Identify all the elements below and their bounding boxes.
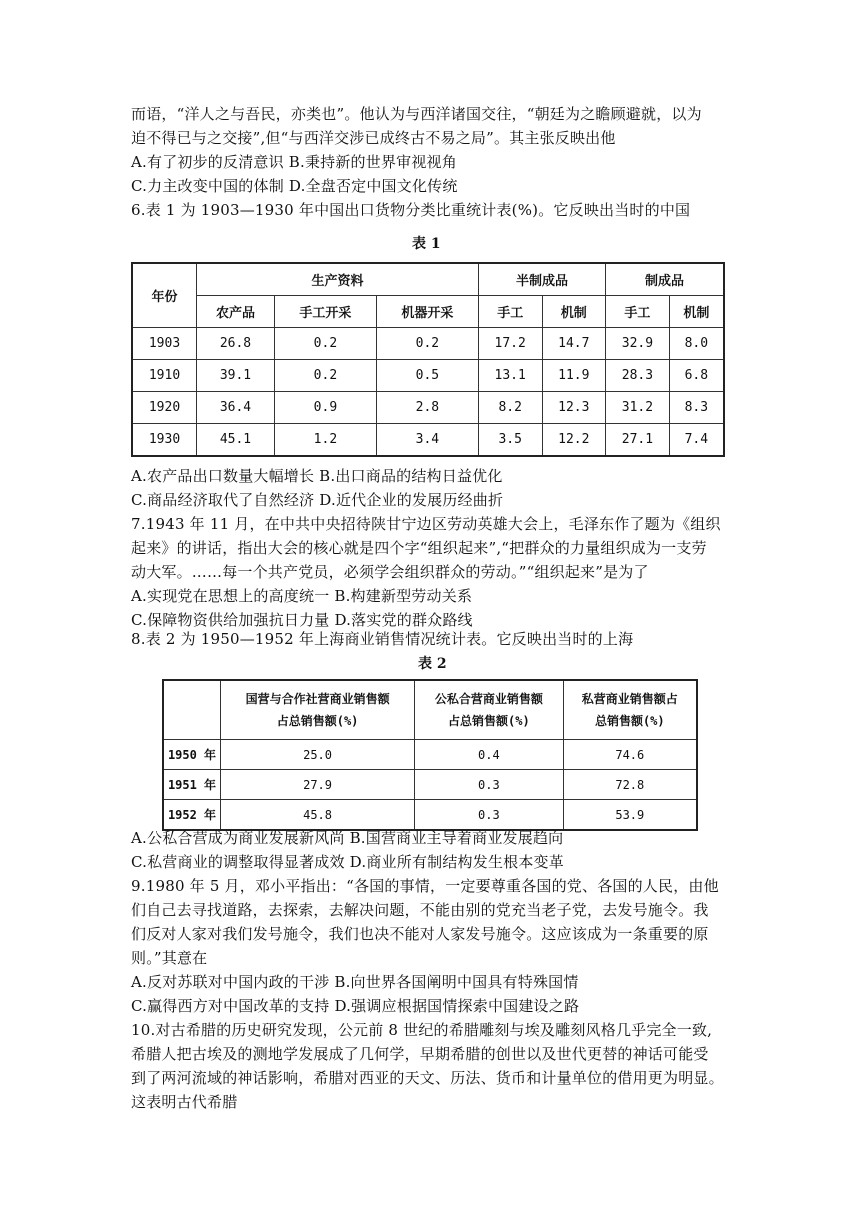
table-row <box>132 424 724 457</box>
table1-cell: 0.2 <box>376 328 478 360</box>
table-row <box>163 770 697 800</box>
q10-stem-line-1: 10.对古希腊的历史研究发现，公元前 8 世纪的希腊雕刻与埃及雕刻风格几乎完全一致, <box>131 1021 713 1039</box>
q8-options-ab: A.公私合营成为商业发展新风尚 B.国营商业主导着商业发展趋向 <box>131 829 564 847</box>
table1-subheader: 机制 <box>542 296 606 328</box>
table2-caption: 表 2 <box>418 656 447 672</box>
table1-header-group-3: 制成品 <box>606 263 724 296</box>
table1-cell: 1903 <box>132 328 197 360</box>
table1-cell: 45.1 <box>197 424 275 457</box>
table1-subheader: 农产品 <box>197 296 275 328</box>
table2-cell: 27.9 <box>221 770 415 800</box>
table2-year: 1951 年 <box>163 770 221 800</box>
table1-cell: 39.1 <box>197 360 275 392</box>
table2-header-blank <box>163 680 221 740</box>
q9-options-ab: A.反对苏联对中国内政的干涉 B.向世界各国阐明中国具有特殊国情 <box>131 973 579 991</box>
table-row <box>132 360 724 392</box>
table1-cell: 1910 <box>132 360 197 392</box>
table2-header-text: 占总销售额(%) <box>448 714 530 728</box>
table1-cell: 1930 <box>132 424 197 457</box>
table1-cell: 11.9 <box>542 360 606 392</box>
table2-header-state <box>221 680 415 740</box>
table1-cell: 28.3 <box>606 360 670 392</box>
table2-cell: 25.0 <box>221 740 415 770</box>
table1-subheader: 手工开采 <box>274 296 376 328</box>
q9-stem-line-1: 9.1980 年 5 月，邓小平指出：“各国的事情，一定要尊重各国的党、各国的人民，由他 <box>131 877 719 895</box>
table1-cell: 31.2 <box>606 392 670 424</box>
table2-cell: 74.6 <box>563 740 697 770</box>
table1-cell: 14.7 <box>542 328 606 360</box>
table1-cell: 32.9 <box>606 328 670 360</box>
table1-cell: 27.1 <box>606 424 670 457</box>
q7-stem-line-3: 动大军。……每一个共产党员，必须学会组织群众的劳动。”“组织起来”是为了 <box>131 563 649 581</box>
table1-cell: 7.4 <box>669 424 724 457</box>
table1-cell: 0.2 <box>274 360 376 392</box>
q5-stem-line-2: 迫不得已与之交接”,但“与西洋交涉已成终古不易之局”。其主张反映出他 <box>131 129 616 147</box>
table1-cell: 0.2 <box>274 328 376 360</box>
table1-cell: 8.0 <box>669 328 724 360</box>
table1-header-year: 年份 <box>132 263 197 328</box>
q7-options-ab: A.实现党在思想上的高度统一 B.构建新型劳动关系 <box>131 587 473 605</box>
table1-cell: 2.8 <box>376 392 478 424</box>
table1-subheader: 机器开采 <box>376 296 478 328</box>
table1-subheader: 手工 <box>606 296 670 328</box>
table1-cell: 8.3 <box>669 392 724 424</box>
table-row <box>132 328 724 360</box>
q8-stem: 8.表 2 为 1950—1952 年上海商业销售情况统计表。它反映出当时的上海 <box>131 630 634 648</box>
q9-options-cd: C.赢得西方对中国改革的支持 D.强调应根据国情探索中国建设之路 <box>131 997 580 1015</box>
q6-options-cd: C.商品经济取代了自然经济 D.近代企业的发展历经曲折 <box>131 491 504 509</box>
q7-stem-line-2: 起来》的讲话，指出大会的核心就是四个字“组织起来”,“把群众的力量组织成为一支劳 <box>131 539 707 557</box>
table1-cell: 12.3 <box>542 392 606 424</box>
table2-header-private <box>563 680 697 740</box>
table2-cell: 53.9 <box>563 800 697 831</box>
table-row <box>163 800 697 831</box>
table1 <box>131 262 725 457</box>
table2-header-text: 总销售额(%) <box>594 714 665 728</box>
table1-cell: 12.2 <box>542 424 606 457</box>
q8-options-cd: C.私营商业的调整取得显著成效 D.商业所有制结构发生根本变革 <box>131 853 564 871</box>
table1-cell: 26.8 <box>197 328 275 360</box>
table1-header-group-1: 生产资料 <box>197 263 479 296</box>
table2-header-joint <box>415 680 563 740</box>
q7-stem-line-1: 7.1943 年 11 月，在中共中央招待陕甘宁边区劳动英雄大会上，毛泽东作了题为《组织 <box>131 515 721 533</box>
table1-subheader: 机制 <box>669 296 724 328</box>
table2-header-text: 私营商业销售额占 <box>581 692 678 706</box>
table2-year: 1952 年 <box>163 800 221 831</box>
table1-subheader: 手工 <box>478 296 542 328</box>
table1-header-group-2: 半制成品 <box>478 263 605 296</box>
table1-cell: 17.2 <box>478 328 542 360</box>
q5-stem-line-1: 而语，“洋人之与吾民，亦类也”。他认为与西洋诸国交往，“朝廷为之瞻顾避就，以为 <box>131 105 702 123</box>
table1-cell: 8.2 <box>478 392 542 424</box>
table2-cell: 45.8 <box>221 800 415 831</box>
table1-caption: 表 1 <box>412 236 441 252</box>
table2-year: 1950 年 <box>163 740 221 770</box>
q7-options-cd: C.保障物资供给加强抗日力量 D.落实党的群众路线 <box>131 611 473 629</box>
q5-options-ab: A.有了初步的反清意识 B.秉持新的世界审视视角 <box>131 153 457 171</box>
table1-cell: 3.4 <box>376 424 478 457</box>
q5-options-cd: C.力主改变中国的体制 D.全盘否定中国文化传统 <box>131 177 458 195</box>
table2-header-text: 国营与合作社营商业销售额 <box>245 692 390 706</box>
q9-stem-line-3: 们反对人家对我们发号施令，我们也决不能对人家发号施令。这应该成为一条重要的原 <box>131 925 709 943</box>
q9-stem-line-2: 们自己去寻找道路，去探索，去解决问题，不能由别的党充当老子党，去发号施令。我 <box>131 901 709 919</box>
table2-header-text: 公私合营商业销售额 <box>434 692 543 706</box>
table1-cell: 1.2 <box>274 424 376 457</box>
table1-cell: 36.4 <box>197 392 275 424</box>
q10-stem-line-4: 这表明古代希腊 <box>131 1093 238 1111</box>
table2-header-text: 占总销售额(%) <box>276 714 359 728</box>
q6-stem: 6.表 1 为 1903—1930 年中国出口货物分类比重统计表(%)。它反映出当时的中国 <box>131 201 691 219</box>
table1-cell: 0.5 <box>376 360 478 392</box>
table2-cell: 0.3 <box>415 800 563 831</box>
table2 <box>162 679 698 831</box>
table1-cell: 6.8 <box>669 360 724 392</box>
table2-cell: 72.8 <box>563 770 697 800</box>
table2-cell: 0.3 <box>415 770 563 800</box>
table-row <box>163 740 697 770</box>
table1-cell: 0.9 <box>274 392 376 424</box>
q9-stem-line-4: 则。”其意在 <box>131 949 208 967</box>
q10-stem-line-2: 希腊人把古埃及的测地学发展成了几何学，早期希腊的创世以及世代更替的神话可能受 <box>131 1045 709 1063</box>
q10-stem-line-3: 到了两河流域的神话影响，希腊对西亚的天文、历法、货币和计量单位的借用更为明显。 <box>131 1069 724 1087</box>
q6-options-ab: A.农产品出口数量大幅增长 B.出口商品的结构日益优化 <box>131 467 503 485</box>
table1-cell: 13.1 <box>478 360 542 392</box>
table-row <box>132 392 724 424</box>
table1-cell: 1920 <box>132 392 197 424</box>
table2-cell: 0.4 <box>415 740 563 770</box>
table1-cell: 3.5 <box>478 424 542 457</box>
